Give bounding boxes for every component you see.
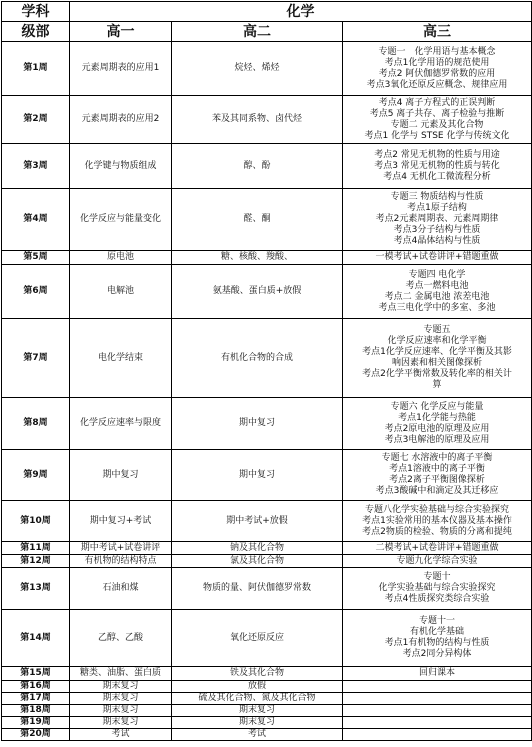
grade-2-cell: 铁及其化合物: [172, 667, 343, 681]
grade-3-line: 考点1原子结构: [407, 203, 467, 213]
grade-1-cell: 期末复习: [70, 693, 172, 705]
grade-2-cell: 期末复习: [172, 705, 343, 717]
grade-3-line: 专题六 化学反应与能量: [390, 401, 484, 412]
week-row: [2, 265, 532, 319]
grade-2-cell: 氯及其化合物: [172, 555, 343, 568]
week-row: [2, 729, 532, 741]
grade-3-line: 考点1化学能与热能: [398, 412, 476, 423]
week-cell: 第17周: [2, 693, 70, 705]
grade-3-line: 考点2同分异构体: [402, 649, 472, 659]
grade-3-line: 考点三电化学中的多室、多池: [378, 302, 496, 313]
week-row: [2, 542, 532, 555]
grade-2-cell: 期中考试+放假: [172, 501, 343, 542]
grade-3-line: 专题九化学综合实验: [396, 555, 478, 566]
header-row-subject: [2, 2, 532, 22]
grade-1-cell: 有机物的结构特点: [70, 555, 172, 568]
grade-2-cell: 氧化还原反应: [172, 610, 343, 667]
grade-2-cell: 醛、酮: [172, 189, 343, 251]
week-cell: 第6周: [2, 265, 70, 319]
week-row: [2, 610, 532, 667]
week-row: [2, 398, 532, 450]
grade-3-line: 二模考试+试卷讲评+错题重做: [375, 542, 499, 553]
grade-2-cell: 期中复习: [172, 398, 343, 450]
grade-3-line: 考点3氧化还原反应概念、规律应用: [366, 79, 508, 90]
week-cell: 第4周: [2, 189, 70, 251]
grade-3-line: 考点3 常见无机物的性质与转化: [374, 160, 500, 171]
week-cell: 第20周: [2, 729, 70, 741]
grade-2-header: 高二: [172, 22, 343, 42]
grade-3-line: 响因素和相关图像探析: [391, 358, 482, 368]
grade-3-cell: [343, 501, 532, 542]
schedule-body: [2, 2, 532, 741]
week-cell: 第3周: [2, 144, 70, 189]
grade-1-header: 高一: [70, 22, 172, 42]
week-cell: 第13周: [2, 568, 70, 610]
grade-1-cell: 期中复习: [70, 450, 172, 501]
grade-3-header: 高三: [343, 22, 532, 42]
week-cell: 第11周: [2, 542, 70, 555]
grade-2-cell: 硫及其化合物、氮及其化合物: [172, 693, 343, 705]
grade-1-cell: 期末复习: [70, 705, 172, 717]
grade-3-line: 专题七 水溶液中的离子平衡: [381, 453, 493, 463]
grade-3-line: 考点3酸碱中和滴定及其迁移应: [375, 486, 499, 496]
subject-cell: 化学: [70, 2, 532, 22]
week-cell: 第1周: [2, 42, 70, 96]
grade-3-line: 考点1化学用语的规范使用: [384, 57, 490, 68]
week-cell: 第15周: [2, 667, 70, 681]
grade-2-cell: 醇、酚: [172, 144, 343, 189]
grade-1-cell: 化学反应与能量变化: [70, 189, 172, 251]
grade-3-line: 考点4晶体结构与性质: [393, 236, 481, 246]
grade-3-line: 专题一 化学用语与基本概念: [378, 46, 496, 57]
grade-3-cell: [343, 681, 532, 693]
grade-3-line: 化学反应速率和化学平衡: [387, 336, 487, 346]
week-cell: 第9周: [2, 450, 70, 501]
week-row: [2, 667, 532, 681]
grade-2-cell: 钠及其化合物: [172, 542, 343, 555]
grade-3-cell: [343, 265, 532, 319]
grade-1-cell: 电化学结束: [70, 319, 172, 398]
grade-3-line: 考点5 离子共存、离子检验与推断: [369, 108, 505, 119]
grade-3-cell: [343, 610, 532, 667]
grade-3-line: 考点4 离子方程式的正误判断: [378, 97, 496, 108]
grade-1-cell: 期末复习: [70, 717, 172, 729]
grade-3-cell: [343, 568, 532, 610]
grade-3-cell: [343, 705, 532, 717]
week-row: [2, 450, 532, 501]
grade-3-line: 考点2元素周期表、元素周期律: [375, 214, 499, 224]
grade-1-cell: 期中考试+试卷讲评: [70, 542, 172, 555]
grade-2-cell: 氨基酸、蛋白质+放假: [172, 265, 343, 319]
grade-3-line: 算: [432, 380, 442, 390]
grade-3-line: 专题二 元素及其化合物: [390, 119, 484, 130]
week-row: [2, 681, 532, 693]
schedule-table-wrapper: [1, 1, 531, 741]
grade-3-cell: [343, 542, 532, 555]
grade-1-cell: 化学反应速率与限度: [70, 398, 172, 450]
grade-3-cell: [343, 450, 532, 501]
grade-3-line: 考点4性质探究类综合实验: [384, 594, 490, 604]
grade-1-cell: 糖类、油脂、蛋白质: [70, 667, 172, 681]
grade-3-line: 考点4 无机化工微流程分析: [383, 171, 491, 182]
week-cell: 第2周: [2, 96, 70, 144]
grade-3-line: 考点3电解池的原理及应用: [384, 434, 490, 445]
week-row: [2, 96, 532, 144]
grade-3-line: 一模考试+试卷讲评+错题重做: [375, 252, 499, 262]
grade-3-line: 考点1有机物的结构与性质: [384, 638, 490, 648]
grade-1-cell: 期末复习: [70, 681, 172, 693]
grade-1-cell: 考试: [70, 729, 172, 741]
grade-2-cell: 放假: [172, 681, 343, 693]
grade-3-line: 考点1实验常用的基本仪器及基本操作: [362, 515, 512, 526]
grade-3-cell: [343, 693, 532, 705]
week-cell: 第7周: [2, 319, 70, 398]
grade-3-line: 回归课本: [418, 668, 455, 678]
grade-3-line: 考点二 金属电池 浓差电池: [384, 291, 490, 302]
week-row: [2, 501, 532, 542]
grade-2-cell: 有机化合物的合成: [172, 319, 343, 398]
grade-1-cell: 元素周期表的应用1: [70, 42, 172, 96]
grade-3-line: 专题十: [423, 572, 451, 582]
grade-1-cell: 化学键与物质组成: [70, 144, 172, 189]
week-cell: 第8周: [2, 398, 70, 450]
grade-3-cell: [343, 717, 532, 729]
grade-3-cell: [343, 729, 532, 741]
grade-label-cell: 级部: [2, 22, 70, 42]
grade-2-cell: 考试: [172, 729, 343, 741]
week-row: [2, 705, 532, 717]
grade-3-line: 有机化学基础: [409, 627, 464, 637]
grade-3-line: 考点2物质的检验、物质的分离和提纯: [362, 526, 512, 537]
week-cell: 第10周: [2, 501, 70, 542]
grade-3-line: 专题五: [423, 325, 451, 335]
grade-2-cell: 物质的量、阿伏伽德罗常数: [172, 568, 343, 610]
week-row: [2, 144, 532, 189]
grade-3-line: 专题十一: [418, 616, 455, 626]
grade-3-line: 考点2化学平衡常数及转化率的相关计: [362, 369, 512, 379]
grade-1-cell: 石油和煤: [70, 568, 172, 610]
grade-1-cell: 乙醇、乙酸: [70, 610, 172, 667]
week-row: [2, 189, 532, 251]
subject-label-cell: 学科: [2, 2, 70, 22]
grade-2-cell: 期中复习: [172, 450, 343, 501]
week-row: [2, 568, 532, 610]
grade-3-line: 考点2原电池的原理及应用: [384, 423, 490, 434]
grade-3-line: 专题八化学实验基础与综合实验探究: [364, 504, 509, 515]
week-row: [2, 251, 532, 265]
grade-3-line: 化学实验基础与综合实验探究: [378, 583, 496, 593]
grade-3-line: 考点1 化学与 STSE 化学与传统文化: [364, 130, 510, 141]
week-cell: 第14周: [2, 610, 70, 667]
grade-2-cell: 烷烃、烯烃: [172, 42, 343, 96]
grade-3-line: 考点一燃料电池: [405, 280, 469, 291]
week-cell: 第19周: [2, 717, 70, 729]
grade-2-cell: 糖、核酸、羧酸、: [172, 251, 343, 265]
grade-3-line: 专题四 电化学: [408, 269, 466, 280]
week-row: [2, 717, 532, 729]
grade-3-line: 考点2 阿伏伽德罗常数的应用: [378, 68, 496, 79]
grade-3-cell: [343, 144, 532, 189]
grade-3-line: 考点2离子平衡图像探析: [389, 475, 485, 485]
week-cell: 第18周: [2, 705, 70, 717]
grade-2-cell: 期末复习: [172, 717, 343, 729]
week-row: [2, 555, 532, 568]
grade-3-line: 考点3分子结构与性质: [393, 225, 481, 235]
week-cell: 第12周: [2, 555, 70, 568]
week-row: [2, 693, 532, 705]
grade-1-cell: 期中复习+考试: [70, 501, 172, 542]
grade-3-cell: [343, 398, 532, 450]
grade-3-line: 考点1化学反应速率、化学平衡及其影: [362, 347, 512, 357]
grade-3-cell: [343, 251, 532, 265]
grade-3-cell: [343, 555, 532, 568]
chemistry-schedule-table: [1, 1, 532, 741]
grade-3-line: 考点2 常见无机物的性质与用途: [374, 149, 500, 160]
grade-3-cell: [343, 189, 532, 251]
grade-1-cell: 原电池: [70, 251, 172, 265]
week-cell: 第16周: [2, 681, 70, 693]
grade-3-cell: [343, 96, 532, 144]
grade-3-line: 考点1溶液中的离子平衡: [389, 464, 485, 474]
grade-1-cell: 电解池: [70, 265, 172, 319]
grade-1-cell: 元素周期表的应用2: [70, 96, 172, 144]
week-cell: 第5周: [2, 251, 70, 265]
grade-3-cell: [343, 319, 532, 398]
header-row-grades: [2, 22, 532, 42]
grade-3-cell: [343, 42, 532, 96]
week-row: [2, 42, 532, 96]
grade-2-cell: 苯及其同系物、卤代烃: [172, 96, 343, 144]
grade-3-cell: [343, 667, 532, 681]
grade-3-line: 专题三 物质结构与性质: [390, 192, 484, 202]
week-row: [2, 319, 532, 398]
